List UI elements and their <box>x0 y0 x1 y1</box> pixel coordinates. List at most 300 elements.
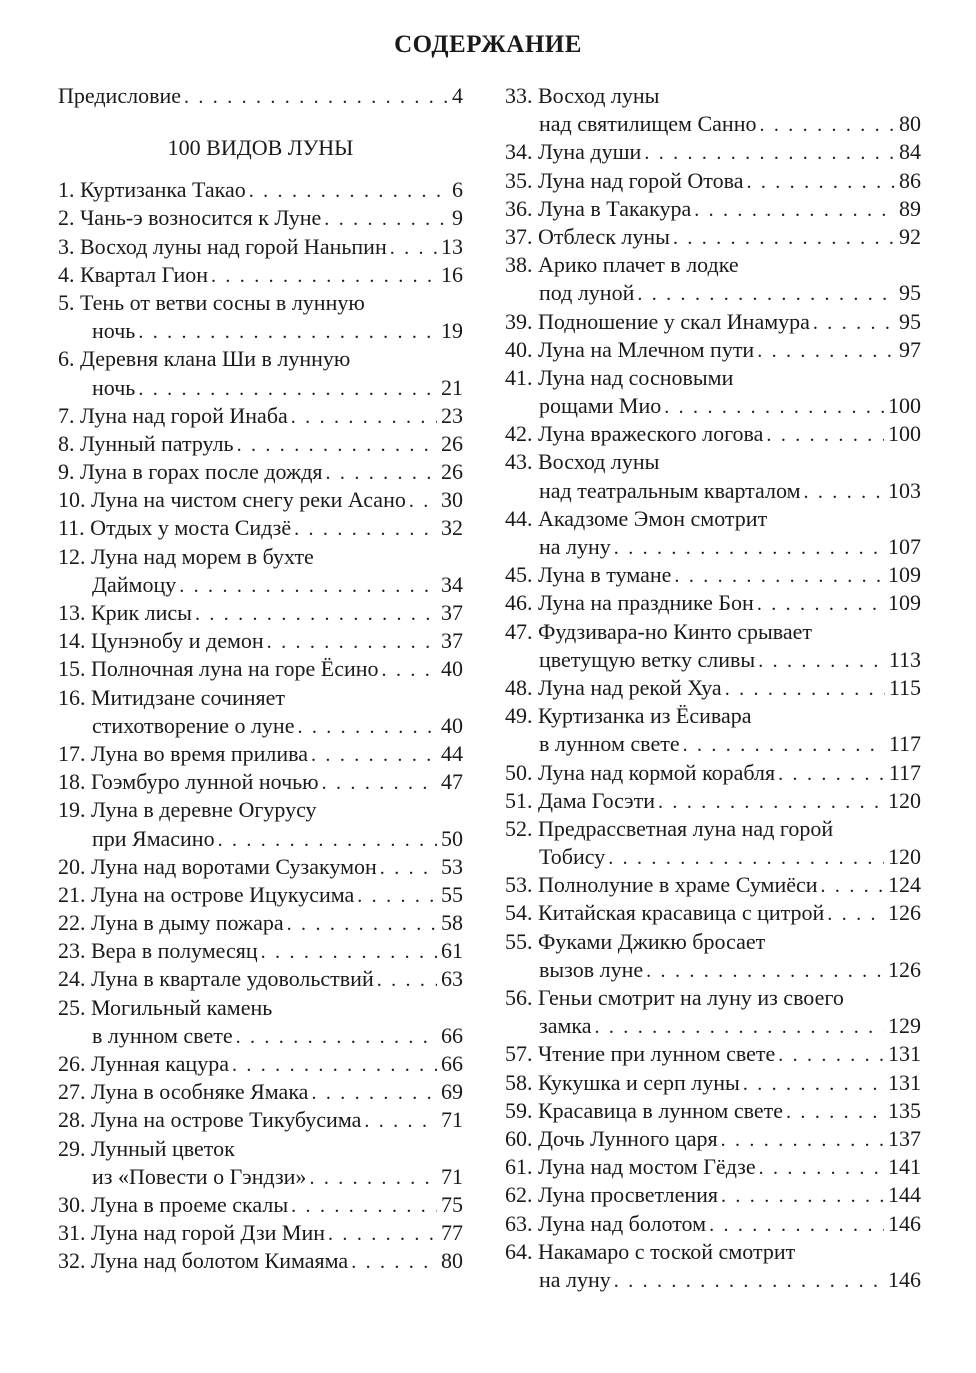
toc-left-column <box>58 82 463 1276</box>
dot-leader <box>595 1013 885 1041</box>
toc-right-column <box>505 82 921 1294</box>
toc-entry[interactable] <box>58 627 463 655</box>
toc-entry[interactable] <box>58 430 463 458</box>
toc-entry-text: 12. Луна над морем в бухте <box>58 543 314 569</box>
toc-entry-page: 131 <box>888 1069 921 1095</box>
dot-leader <box>778 1041 884 1069</box>
toc-entry-text: 21. Луна на острове Ицукусима <box>58 881 355 907</box>
toc-entry-text: 19. Луна в деревне Огурусу <box>58 797 317 823</box>
toc-entry-text: 39. Подношение у скал Инамура <box>505 308 810 334</box>
toc-entry[interactable] <box>58 740 463 768</box>
toc-entry[interactable] <box>58 1050 463 1078</box>
dot-leader <box>291 403 437 431</box>
dot-leader <box>179 572 437 600</box>
dot-leader <box>644 139 895 167</box>
toc-entry-continuation[interactable] <box>505 392 921 420</box>
toc-entry <box>58 684 463 712</box>
dot-leader <box>326 459 437 487</box>
dot-leader <box>287 910 437 938</box>
dot-leader <box>377 966 437 994</box>
toc-entry-page: 146 <box>888 1266 921 1292</box>
toc-entry-page: 131 <box>888 1041 921 1067</box>
toc-entry <box>58 796 463 824</box>
toc-entry-text: 56. Геньи смотрит на луну из своего <box>505 985 844 1010</box>
toc-entry-text: рощами Мио <box>539 393 662 419</box>
dot-leader <box>614 534 884 562</box>
toc-entry-page: 103 <box>888 477 921 503</box>
dot-leader <box>311 741 437 769</box>
toc-entry[interactable] <box>58 458 463 486</box>
toc-entry-text: 29. Лунный цветок <box>58 1135 235 1161</box>
toc-entry-text: 58. Кукушка и серп луны <box>505 1069 740 1095</box>
toc-entry-text: ночь <box>92 374 136 400</box>
toc-entry-text: 46. Луна на празднике Бон <box>505 590 754 616</box>
toc-entry-page: 117 <box>888 759 921 785</box>
toc-entry-page: 32 <box>441 515 463 541</box>
toc-entry-page: 89 <box>899 195 921 221</box>
toc-entry[interactable] <box>505 1210 921 1238</box>
toc-entry-text: 15. Полночная луна на горе Ёсино <box>58 656 379 682</box>
toc-entry-text: 30. Луна в проеме скалы <box>58 1191 289 1217</box>
toc-entry-page: 66 <box>441 1051 463 1076</box>
toc-entry-text: 47. Фудзивара-но Кинто срывает <box>505 618 812 644</box>
toc-entry[interactable] <box>505 899 921 927</box>
dot-leader <box>309 1164 437 1192</box>
toc-entry-page: 26 <box>441 459 463 485</box>
toc-entry[interactable] <box>505 589 921 617</box>
toc-entry-page: 86 <box>899 167 921 193</box>
toc-entry-page: 37 <box>441 600 463 625</box>
toc-entry-page: 9 <box>452 205 463 231</box>
toc-entry-text: 48. Луна над рекой Хуа <box>505 674 722 700</box>
toc-entry-text: 23. Вера в полумесяц <box>58 938 258 964</box>
dot-leader <box>759 111 895 139</box>
toc-entry-page: 95 <box>899 280 921 306</box>
toc-entry-page: 44 <box>441 740 463 766</box>
dot-leader <box>249 177 448 205</box>
toc-entry-text: 5. Тень от ветви сосны в лунную <box>58 289 365 315</box>
dot-leader <box>184 83 448 111</box>
toc-entry[interactable] <box>505 1181 921 1209</box>
dot-leader <box>409 487 437 515</box>
dot-leader <box>758 647 885 675</box>
toc-entry-text: 36. Луна в Такакура <box>505 195 692 221</box>
toc-entry-text: на луну <box>539 1266 611 1292</box>
toc-entry-text: замка <box>539 1013 592 1039</box>
toc-entry-continuation[interactable] <box>58 571 463 599</box>
dot-leader <box>608 844 884 872</box>
toc-entry-text: 45. Луна в тумане <box>505 562 672 588</box>
dot-leader <box>311 1079 437 1107</box>
dot-leader <box>324 205 448 233</box>
toc-entry-text: 4. Квартал Гион <box>58 261 208 287</box>
dot-leader <box>380 854 437 882</box>
toc-entry-text: 38. Арико плачет в лодке <box>505 252 739 278</box>
toc-entry-text: 20. Луна над воротами Сузакумон <box>58 853 377 879</box>
toc-entry-text: стихотворение о луне <box>92 712 295 738</box>
toc-entry[interactable] <box>58 233 463 261</box>
dot-leader <box>237 431 437 459</box>
toc-entry-page: 75 <box>441 1191 463 1217</box>
toc-entry-continuation[interactable] <box>505 477 921 505</box>
toc-entry <box>505 82 921 110</box>
toc-entry-page: 23 <box>441 402 463 428</box>
toc-entry-page: 120 <box>888 787 921 813</box>
toc-entry-page: 50 <box>441 825 463 851</box>
toc-entry[interactable] <box>505 420 921 448</box>
toc-entry[interactable] <box>58 514 463 542</box>
dot-leader <box>382 656 437 684</box>
dot-leader <box>294 515 437 543</box>
toc-entry-continuation[interactable] <box>505 956 921 984</box>
dot-leader <box>637 280 895 308</box>
toc-entry-text: 10. Луна на чистом снегу реки Асано <box>58 487 406 513</box>
toc-entry-page: 117 <box>888 731 921 757</box>
toc-entry[interactable] <box>505 1153 921 1181</box>
toc-entry-page: 135 <box>888 1097 921 1123</box>
toc-entry-page: 80 <box>441 1248 463 1274</box>
dot-leader <box>786 1098 884 1126</box>
toc-entry-text: в лунном свете <box>539 731 680 757</box>
toc-entry-text: на луну <box>539 534 611 559</box>
dot-leader <box>721 1182 884 1210</box>
toc-entry-page: 53 <box>441 853 463 879</box>
toc-entry-text: вызов луне <box>539 956 644 982</box>
toc-entry-text: при Ямасино <box>92 825 215 851</box>
dot-leader <box>709 1211 884 1239</box>
toc-entry[interactable] <box>505 787 921 815</box>
toc-entry-page: 71 <box>441 1163 463 1189</box>
toc-entry-text: Даймоцу <box>92 571 177 597</box>
dot-leader <box>759 1154 884 1182</box>
toc-entry-page: 137 <box>888 1125 921 1151</box>
toc-entry-text: 7. Луна над горой Инаба <box>58 402 288 428</box>
dot-leader <box>351 1248 437 1276</box>
toc-entry-text: 16. Митидзане сочиняет <box>58 684 285 710</box>
toc-entry[interactable] <box>58 261 463 289</box>
toc-entry-continuation[interactable] <box>58 1022 463 1050</box>
toc-entry[interactable] <box>58 965 463 993</box>
dot-leader <box>357 882 437 910</box>
dot-leader <box>232 1051 437 1079</box>
toc-entry-page: 55 <box>441 881 463 907</box>
toc-entry-text: Тобису <box>539 844 606 870</box>
toc-entry-page: 95 <box>899 308 921 334</box>
dot-leader <box>694 196 895 224</box>
toc-entry[interactable] <box>505 1125 921 1153</box>
toc-entry-text: 31. Луна над горой Дзи Мин <box>58 1220 326 1246</box>
toc-entry[interactable] <box>58 853 463 881</box>
toc-entry-continuation[interactable] <box>505 730 921 758</box>
toc-entry-text: 22. Луна в дыму пожара <box>58 910 284 936</box>
toc-entry-text: 42. Луна вражеского логова <box>505 421 764 447</box>
toc-entry-page: 37 <box>441 628 463 654</box>
toc-entry-page: 126 <box>888 900 921 926</box>
toc-entry-text: 1. Куртизанка Такао <box>58 177 246 203</box>
dot-leader <box>218 826 437 854</box>
toc-entry-page: 34 <box>441 571 463 597</box>
toc-entry-text: 63. Луна над болотом <box>505 1210 707 1236</box>
dot-leader <box>211 262 437 290</box>
toc-entry-page: 126 <box>888 956 921 982</box>
toc-entry-text: над святилищем Санно <box>539 111 757 137</box>
toc-entry-continuation[interactable] <box>505 843 921 871</box>
toc-entry-page: 109 <box>888 590 921 616</box>
dot-leader <box>195 600 437 628</box>
toc-entry-text: 49. Куртизанка из Ёсивара <box>505 703 752 729</box>
toc-entry-text: 43. Восход луны <box>505 449 660 475</box>
dot-leader <box>721 1126 884 1154</box>
dot-leader <box>813 309 895 337</box>
toc-entry-page: 13 <box>441 233 463 259</box>
toc-entry-page: 30 <box>441 487 463 513</box>
toc-entry-page: 61 <box>441 938 463 964</box>
toc-entry-page: 66 <box>441 1022 463 1048</box>
dot-leader <box>725 675 885 703</box>
toc-entry[interactable] <box>58 1078 463 1106</box>
toc-entry <box>505 928 921 956</box>
toc-entry-page: 71 <box>441 1107 463 1133</box>
dot-leader <box>778 760 885 788</box>
toc-entry-continuation[interactable] <box>505 110 921 138</box>
toc-entry-text: 40. Луна на Млечном пути <box>505 336 755 362</box>
dot-leader <box>267 628 437 656</box>
toc-entry-continuation[interactable] <box>58 374 463 402</box>
toc-entry-continuation[interactable] <box>505 1012 921 1040</box>
toc-entry <box>505 984 921 1012</box>
dot-leader <box>827 900 884 928</box>
toc-entry <box>505 815 921 843</box>
toc-entry-text: 2. Чань-э возносится к Луне <box>58 205 322 231</box>
toc-entry-page: 58 <box>441 910 463 936</box>
toc-entry-continuation[interactable] <box>505 533 921 561</box>
toc-entry-continuation[interactable] <box>58 317 463 345</box>
toc-entry-page: 113 <box>888 646 921 672</box>
toc-entry-text: 3. Восход луны над горой Наньпин <box>58 233 387 259</box>
toc-entry[interactable] <box>58 1247 463 1275</box>
toc-entry[interactable] <box>505 674 921 702</box>
dot-leader <box>821 872 884 900</box>
toc-entry-text: над театральным кварталом <box>539 477 801 503</box>
toc-entry-text: ночь <box>92 318 136 344</box>
dot-leader <box>674 562 884 590</box>
toc-entry[interactable] <box>505 336 921 364</box>
toc-entry[interactable] <box>58 881 463 909</box>
toc-entry-page: 84 <box>899 139 921 165</box>
toc-entry-page: 63 <box>441 966 463 992</box>
toc-list-right <box>505 82 921 1294</box>
toc-entry <box>505 702 921 730</box>
dot-leader <box>138 318 437 346</box>
toc-entry-text: 37. Отблеск луны <box>505 223 670 249</box>
dot-leader <box>757 337 895 365</box>
toc-entry <box>58 1135 463 1163</box>
toc-entry[interactable] <box>505 759 921 787</box>
section-title: 100 ВИДОВ ЛУНЫ <box>167 135 354 161</box>
toc-entry-page: 107 <box>888 534 921 559</box>
toc-entry <box>58 543 463 571</box>
dot-leader <box>291 1192 437 1220</box>
toc-entry-continuation[interactable] <box>58 825 463 853</box>
toc-entry-page: 144 <box>888 1182 921 1208</box>
toc-entry-text: 62. Луна просветления <box>505 1182 718 1208</box>
toc-entry[interactable] <box>505 138 921 166</box>
toc-entry-preface[interactable] <box>58 82 463 110</box>
toc-entry <box>505 364 921 392</box>
dot-leader <box>658 788 884 816</box>
toc-entry <box>58 345 463 373</box>
toc-entry[interactable] <box>58 937 463 965</box>
toc-entry <box>58 289 463 317</box>
toc-entry[interactable] <box>58 486 463 514</box>
toc-entry-text: 25. Могильный камень <box>58 994 273 1020</box>
dot-leader <box>664 393 884 421</box>
toc-entry-text: 35. Луна над горой Отова <box>505 167 744 193</box>
toc-entry-text: 54. Китайская красавица с цитрой <box>505 900 825 926</box>
toc-entry[interactable] <box>58 204 463 232</box>
toc-entry-text: из «Повести о Гэндзи» <box>92 1163 307 1189</box>
toc-entry[interactable] <box>58 768 463 796</box>
toc-entry-page: 100 <box>888 393 921 419</box>
toc-entry-page: 141 <box>888 1154 921 1180</box>
toc-entry-page: 16 <box>441 261 463 287</box>
toc-entry-page: 19 <box>441 318 463 344</box>
toc-entry-text: 60. Дочь Лунного царя <box>505 1125 718 1151</box>
dot-leader <box>646 957 884 985</box>
toc-entry-text: 27. Луна в особняке Ямака <box>58 1079 309 1105</box>
toc-entry-text: 28. Луна на острове Тикубусима <box>58 1107 362 1133</box>
toc-entry[interactable] <box>505 167 921 195</box>
toc-entry-text: 57. Чтение при лунном свете <box>505 1041 776 1067</box>
toc-list-left <box>58 176 463 1275</box>
toc-entry[interactable] <box>58 1191 463 1219</box>
dot-leader <box>683 731 885 759</box>
dot-leader <box>261 938 437 966</box>
toc-entry-text: 26. Лунная кацура <box>58 1051 229 1076</box>
toc-entry-page: 21 <box>441 374 463 400</box>
dot-leader <box>138 375 437 403</box>
toc-entry-text: 52. Предрассветная луна над горой <box>505 815 834 841</box>
dot-leader <box>297 713 437 741</box>
toc-entry-text: 64. Накамаро с тоской смотрит <box>505 1238 796 1264</box>
toc-entry[interactable] <box>505 871 921 899</box>
toc-entry-page: 6 <box>452 177 463 203</box>
toc-entry-text: 33. Восход луны <box>505 83 660 108</box>
toc-entry[interactable] <box>58 909 463 937</box>
dot-leader <box>328 1220 437 1248</box>
toc-entry-page: 77 <box>441 1220 463 1246</box>
dot-leader <box>390 234 437 262</box>
toc-entry-page: 92 <box>899 223 921 249</box>
toc-entry-text: 59. Красавица в лунном свете <box>505 1097 784 1123</box>
toc-entry[interactable] <box>58 599 463 627</box>
toc-entry-page: 97 <box>899 336 921 362</box>
toc-entry[interactable] <box>58 1219 463 1247</box>
toc-entry-page: 69 <box>441 1079 463 1105</box>
toc-entry-text: 17. Луна во время прилива <box>58 740 309 766</box>
toc-entry <box>505 251 921 279</box>
toc-entry-text: 18. Гоэмбуро лунной ночью <box>58 769 319 795</box>
toc-entry-page: 100 <box>888 421 921 447</box>
toc-entry-page: 26 <box>441 430 463 456</box>
toc-entry[interactable] <box>58 655 463 683</box>
toc-entry-page: 124 <box>888 872 921 898</box>
toc-entry[interactable] <box>505 195 921 223</box>
toc-entry-page: 40 <box>441 712 463 738</box>
dot-leader <box>746 168 895 196</box>
toc-entry <box>505 1238 921 1266</box>
toc-entry[interactable] <box>58 176 463 204</box>
toc-entry-page: 4 <box>452 83 463 108</box>
toc-entry-text: 55. Фуками Джикю бросает <box>505 928 766 954</box>
dot-leader <box>673 224 895 252</box>
toc-entry-text: 61. Луна над мостом Гёдзе <box>505 1154 756 1180</box>
toc-entry-text: 8. Лунный патруль <box>58 430 234 456</box>
toc-entry-page: 146 <box>888 1210 921 1236</box>
toc-entry-text: 34. Луна души <box>505 139 642 165</box>
toc-entry-text: 44. Акадзоме Эмон смотрит <box>505 505 768 531</box>
toc-entry[interactable] <box>505 223 921 251</box>
toc-entry-text: 14. Цунэнобу и демон <box>58 628 264 654</box>
toc-entry-continuation[interactable] <box>58 712 463 740</box>
toc-entry[interactable] <box>505 1040 921 1068</box>
page-title: СОДЕРЖАНИЕ <box>394 31 582 58</box>
toc-entry-continuation[interactable] <box>505 646 921 674</box>
toc-entry[interactable] <box>58 402 463 430</box>
toc-entry <box>505 448 921 476</box>
toc-entry[interactable] <box>58 1106 463 1134</box>
toc-entry-text: 53. Полнолуние в храме Сумиёси <box>505 872 818 898</box>
toc-entry[interactable] <box>505 1097 921 1125</box>
toc-entry-page: 129 <box>888 1013 921 1039</box>
toc-entry-text: 51. Дама Госэти <box>505 787 656 813</box>
dot-leader <box>743 1070 884 1098</box>
dot-leader <box>322 769 437 797</box>
dot-leader <box>804 478 885 506</box>
toc-entry-page: 80 <box>899 111 921 137</box>
toc-entry-text: 11. Отдых у моста Сидзё <box>58 515 292 541</box>
toc-entry-text: под луной <box>539 280 635 306</box>
toc-entry-continuation[interactable] <box>505 279 921 307</box>
toc-entry <box>505 618 921 646</box>
dot-leader <box>766 421 884 449</box>
toc-entry-page: 47 <box>441 769 463 795</box>
toc-entry-text: 41. Луна над сосновыми <box>505 364 734 390</box>
dot-leader <box>614 1267 884 1295</box>
dot-leader <box>757 590 884 618</box>
toc-entry-text: 32. Луна над болотом Кимаяма <box>58 1248 349 1274</box>
toc-entry-text: 13. Крик лисы <box>58 600 192 625</box>
toc-entry-continuation[interactable] <box>58 1163 463 1191</box>
toc-entry-page: 109 <box>888 562 921 588</box>
toc-entry <box>505 505 921 533</box>
toc-entry-continuation[interactable] <box>505 1266 921 1294</box>
toc-entry-page: 120 <box>888 844 921 870</box>
toc-entry-page: 115 <box>888 674 921 700</box>
toc-entry-text: цветущую ветку сливы <box>539 646 756 672</box>
toc-entry-text: 6. Деревня клана Ши в лунную <box>58 346 351 372</box>
toc-entry[interactable] <box>505 308 921 336</box>
toc-entry <box>58 994 463 1022</box>
toc-entry-text: в лунном свете <box>92 1022 233 1048</box>
toc-entry-text: 50. Луна над кормой корабля <box>505 759 776 785</box>
toc-entry-page: 40 <box>441 656 463 682</box>
dot-leader <box>364 1107 437 1135</box>
toc-entry-text: 9. Луна в горах после дождя <box>58 459 323 485</box>
toc-entry-text: Предисловие <box>58 83 181 108</box>
toc-entry[interactable] <box>505 561 921 589</box>
toc-entry[interactable] <box>505 1069 921 1097</box>
